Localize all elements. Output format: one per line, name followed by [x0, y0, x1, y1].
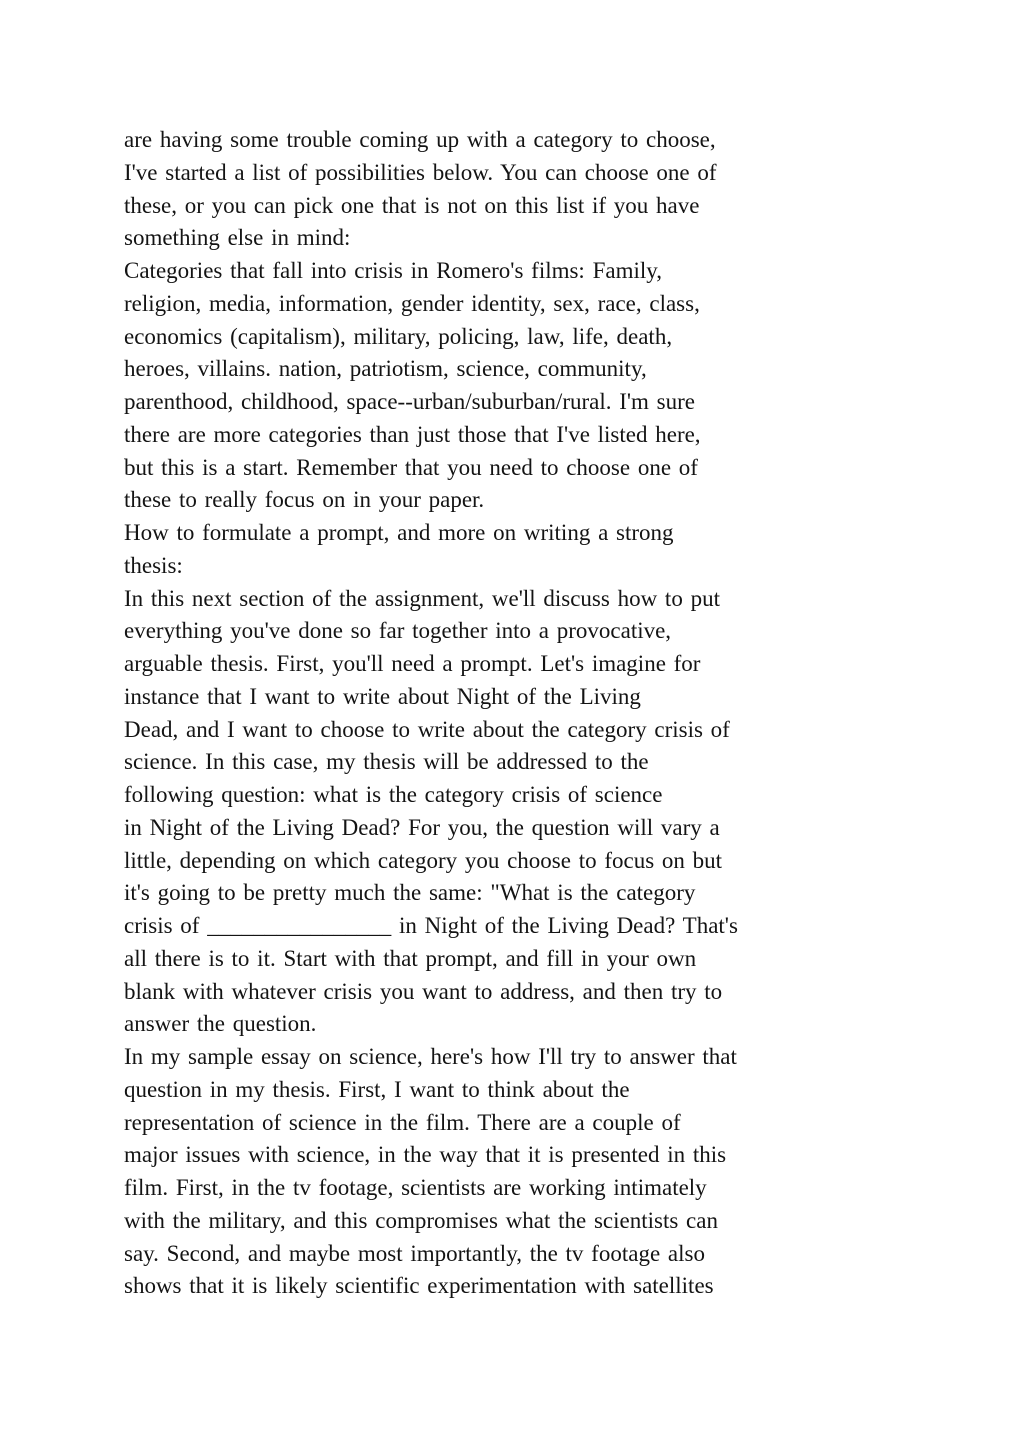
text-line: How to formulate a prompt, and more on writing a strong: [124, 520, 674, 545]
text-line: heroes, villains. nation, patriotism, science, community,: [124, 356, 647, 382]
text-line: crisis of ________________ in Night of the Living Dead? That's: [124, 913, 738, 938]
text-line: answer the question.: [124, 1011, 317, 1037]
text-line: Categories that fall into crisis in Romero's films: Family,: [124, 258, 663, 283]
text-line: instance that I want to write about Night of the Living: [124, 683, 641, 709]
text-line: in Night of the Living Dead? For you, the question will vary a: [124, 814, 720, 840]
document-body-text: [124, 124, 924, 1303]
text-line: economics (capitalism), military, policing, law, life, death,: [124, 323, 673, 349]
text-line: Dead, and I want to choose to write about the category crisis of: [124, 716, 730, 742]
text-line: say. Second, and maybe most importantly, the tv footage also: [124, 1240, 705, 1266]
text-line: everything you've done so far together into a provocative,: [124, 618, 672, 644]
text-line: something else in mind:: [124, 225, 351, 251]
text-line: major issues with science, in the way that it is presented in this: [124, 1142, 727, 1168]
text-line: it's going to be pretty much the same: "What is the category: [124, 880, 696, 906]
text-line: representation of science in the film. There are a couple of: [124, 1109, 681, 1135]
text-line: film. First, in the tv footage, scientists are working intimately: [124, 1175, 707, 1200]
text-line: religion, media, information, gender identity, sex, race, class,: [124, 290, 700, 316]
text-line: little, depending on which category you choose to focus on but: [124, 847, 723, 873]
text-line: all there is to it. Start with that prompt, and fill in your own: [124, 945, 697, 971]
text-line: In my sample essay on science, here's how I'll try to answer that: [124, 1044, 737, 1069]
text-line: In this next section of the assignment, we'll discuss how to put: [124, 585, 720, 611]
text-line: following question: what is the category crisis of science: [124, 782, 663, 807]
text-line: question in my thesis. First, I want to think about the: [124, 1076, 630, 1102]
text-line: shows that it is likely scientific experimentation with satellites: [124, 1273, 714, 1299]
text-line: with the military, and this compromises what the scientists can: [124, 1207, 718, 1233]
text-line: blank with whatever crisis you want to address, and then try to: [124, 978, 723, 1004]
text-line: but this is a start. Remember that you need to choose one of: [124, 454, 698, 480]
text-line: thesis:: [124, 552, 183, 578]
text-line: arguable thesis. First, you'll need a prompt. Let's imagine for: [124, 651, 701, 676]
text-line: parenthood, childhood, space--urban/suburban/rural. I'm sure: [124, 389, 695, 414]
text-line: these, or you can pick one that is not on this list if you have: [124, 192, 700, 218]
text-line: I've started a list of possibilities below. You can choose one of: [124, 159, 717, 185]
text-line: are having some trouble coming up with a category to choose,: [124, 127, 716, 152]
text-line: these to really focus on in your paper.: [124, 487, 485, 513]
text-line: there are more categories than just those that I've listed here,: [124, 421, 701, 447]
text-line: science. In this case, my thesis will be addressed to the: [124, 749, 649, 775]
